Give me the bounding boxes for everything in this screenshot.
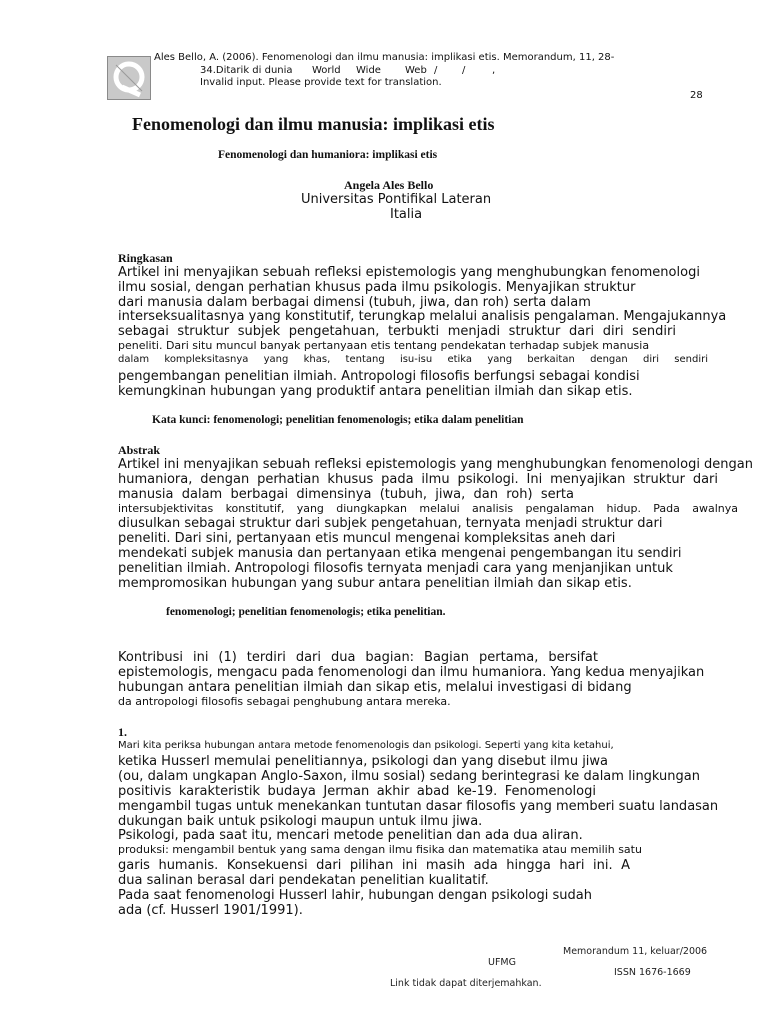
abstrak-line: mendekati subjek manusia dan pertanyaan etika mengenai pengembangan itu sendiri [118,546,682,561]
section-line: produksi: mengambil bentuk yang sama dengan ilmu fisika dan matematika atau memilih satu [118,843,642,856]
footer-link: Link tidak dapat diterjemahkan. [390,978,542,989]
abstrak-line: peneliti. Dari sini, pertanyaan etis muncul mengenai kompleksitas aneh dari [118,531,616,546]
intro-line: hubungan antara penelitian ilmiah dan sikap etis, melalui investigasi di bidang [118,680,632,695]
citation-line-2c: Wide [356,65,381,76]
section-line: Pada saat fenomenologi Husserl lahir, hubungan dengan psikologi sudah [118,888,592,903]
abstrak-line: penelitian ilmiah. Antropologi filosofis ternyata menjadi cara yang menjanjikan untuk [118,561,673,576]
author-affiliation: Universitas Pontifikal Lateran [301,192,492,207]
article-subtitle: Fenomenologi dan humaniora: implikasi etis [218,149,438,161]
citation-line-3: Invalid input. Please provide text for translation. [200,77,442,88]
citation-line-2f: / [462,65,466,76]
footer-memo: Memorandum 11, keluar/2006 [563,946,708,957]
ringkasan-line: sebagai struktur subjek pengetahuan, terbukti menjadi struktur dari diri sendiri [118,324,676,339]
abstrak-line: intersubjektivitas konstitutif, yang diungkapkan melalui analisis pengalaman hidup. Pada awalnya [118,502,738,515]
section-line: mengambil tugas untuk menekankan tuntutan dasar filosofis yang memberi suatu landasan [118,799,719,814]
citation-line-2e: / [434,65,438,76]
abstrak-line: humaniora, dengan perhatian khusus pada ilmu psikologi. Ini menyajikan struktur dari [118,472,718,487]
citation-line-2b: World [312,65,341,76]
intro-line: da antropologi filosofis sebagai penghubung antara mereka. [118,695,451,708]
section-line: positivis karakteristik budaya Jerman akhir abad ke-19. Fenomenologi [118,784,596,799]
intro-line: Kontribusi ini (1) terdiri dari dua bagian: Bagian pertama, bersifat [118,650,598,665]
section-1-heading: 1. [118,725,127,739]
author-country: Italia [390,207,423,222]
ringkasan-line: pengembangan penelitian ilmiah. Antropologi filosofis berfungsi sebagai kondisi [118,369,640,384]
keywords-id: Kata kunci: fenomenologi; penelitian fenomenologis; etika dalam penelitian [152,414,524,426]
citation-line-2a: 34.Ditarik di dunia [200,65,293,76]
section-line: Psikologi, pada saat itu, mencari metode penelitian dan ada dua aliran. [118,828,583,843]
section-line: ada (cf. Husserl 1901/1991). [118,903,303,918]
keywords-en: fenomenologi; penelitian fenomenologis; etika penelitian. [166,606,446,618]
ringkasan-line: dalam kompleksitasnya yang khas, tentang isu-isu etika yang berkaitan dengan diri sendiri [118,354,708,365]
page-number: 28 [690,90,703,101]
ringkasan-line: peneliti. Dari situ muncul banyak pertanyaan etis tentang pendekatan terhadap subjek manusia [118,339,650,352]
abstrak-line: mempromosikan hubungan yang subur antara penelitian ilmiah dan sikap etis. [118,576,632,591]
citation-line-1: Ales Bello, A. (2006). Fenomenologi dan ilmu manusia: implikasi etis. Memorandum, 11, 28- [154,52,615,63]
ringkasan-line: kemungkinan hubungan yang produktif antara penelitian ilmiah dan sikap etis. [118,384,633,399]
journal-logo [107,56,151,100]
section-line: dukungan baik untuk psikologi maupun untuk ilmu jiwa. [118,814,483,829]
abstrak-line: manusia dalam berbagai dimensinya (tubuh, jiwa, dan roh) serta [118,487,574,502]
section-line: ketika Husserl memulai penelitiannya, psikologi dan yang disebut ilmu jiwa [118,754,609,769]
footer-issn: ISSN 1676-1669 [614,967,691,978]
footer-ufmg: UFMG [488,957,516,968]
ringkasan-line: Artikel ini menyajikan sebuah refleksi epistemologis yang menghubungkan fenomenologi [118,265,700,280]
citation-line-2g: , [492,65,496,76]
section-line: (ou, dalam ungkapan Anglo-Saxon, ilmu sosial) sedang berintegrasi ke dalam lingkungan [118,769,700,784]
abstrak-line: Artikel ini menyajikan sebuah refleksi epistemologis yang menghubungkan fenomenologi dengan [118,457,754,472]
section-line: dua salinan berasal dari pendekatan penelitian kualitatif. [118,873,489,888]
abstrak-line: diusulkan sebagai struktur dari subjek pengetahuan, ternyata menjadi struktur dari [118,516,663,531]
section-line: Mari kita periksa hubungan antara metode fenomenologis dan psikologi. Seperti yang kita ketahui, [118,740,614,751]
ringkasan-line: dari manusia dalam berbagai dimensi (tubuh, jiwa, dan roh) serta dalam [118,295,591,310]
citation-line-2d: Web [405,65,427,76]
ringkasan-heading: Ringkasan [118,251,173,265]
ringkasan-line: ilmu sosial, dengan perhatian khusus pada ilmu psikologis. Menyajikan struktur [118,280,636,295]
abstrak-heading: Abstrak [118,443,161,457]
ringkasan-line: interseksualitasnya yang konstitutif, terungkap melalui analisis pengalaman. Mengajukannya [118,309,727,324]
author-name: Angela Ales Bello [344,178,434,192]
article-title: Fenomenologi dan ilmu manusia: implikasi etis [132,114,495,134]
intro-line: epistemologis, mengacu pada fenomenologi dan ilmu humaniora. Yang kedua menyajikan [118,665,705,680]
section-line: garis humanis. Konsekuensi dari pilihan ini masih ada hingga hari ini. A [118,858,630,873]
